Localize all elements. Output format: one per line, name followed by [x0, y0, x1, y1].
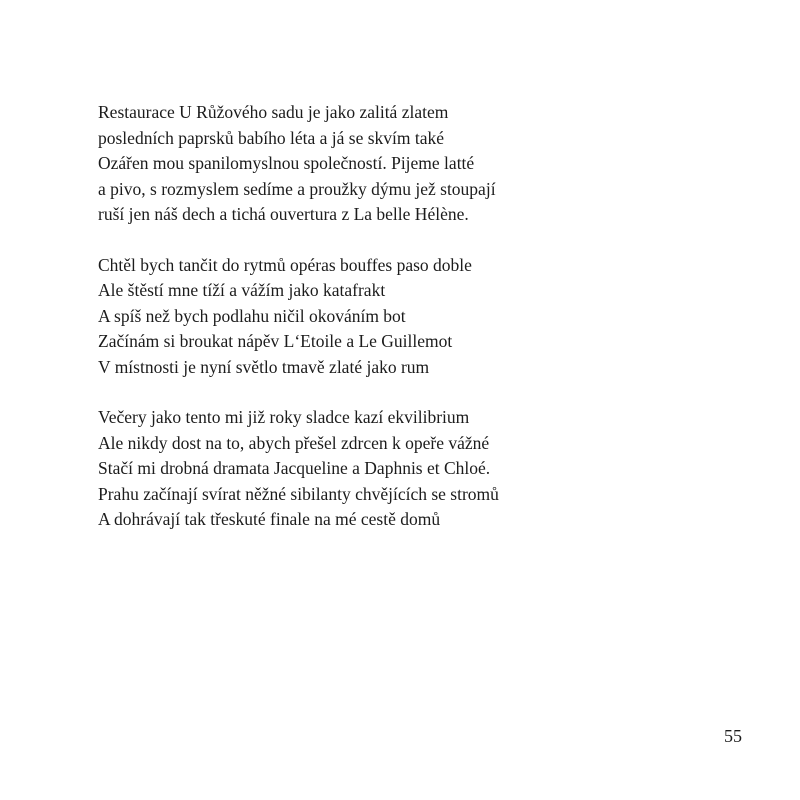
poem-line: Ale nikdy dost na to, abych přešel zdrcen k opeře vážné	[98, 432, 490, 453]
poem-line: a pivo, s rozmyslem sedíme a proužky dýmu jež stoupají	[98, 178, 496, 199]
poem-line: A spíš než bych podlahu ničil okováním bot	[98, 305, 406, 326]
poem-line: A dohrávají tak třeskuté finale na mé cestě domů	[98, 509, 441, 529]
poem-line: Prahu začínají svírat něžné sibilanty chvějících se stromů	[98, 483, 499, 504]
poem-line: Stačí mi drobná dramata Jacqueline a Daphnis et Chloé.	[98, 458, 491, 478]
poem-line: Ale štěstí mne tíží a vážím jako katafrakt	[98, 280, 386, 300]
poem-line: Restaurace U Růžového sadu je jako zalitá zlatem	[98, 102, 449, 122]
poem-line: posledních paprsků babího léta a já se skvím také	[98, 127, 445, 148]
poem-line: Chtěl bych tančit do rytmů opéras bouffes paso doble	[98, 254, 472, 275]
poem-line: ruší jen náš dech a tichá ouvertura z La belle Hélène.	[98, 204, 469, 224]
stanza-2	[98, 253, 758, 381]
page-number: 55	[724, 726, 742, 746]
poem-line: Začínám si broukat nápěv L‘Etoile a Le Guillemot	[98, 331, 453, 351]
poem	[98, 100, 758, 558]
poem-line: Ozářen mou spanilomyslnou společností. Pijeme latté	[98, 153, 475, 173]
stanza-1	[98, 100, 758, 228]
poem-line: V místnosti je nyní světlo tmavě zlaté jako rum	[98, 356, 430, 377]
poem-line: Večery jako tento mi již roky sladce kazí ekvilibrium	[98, 407, 470, 427]
stanza-3	[98, 405, 758, 533]
